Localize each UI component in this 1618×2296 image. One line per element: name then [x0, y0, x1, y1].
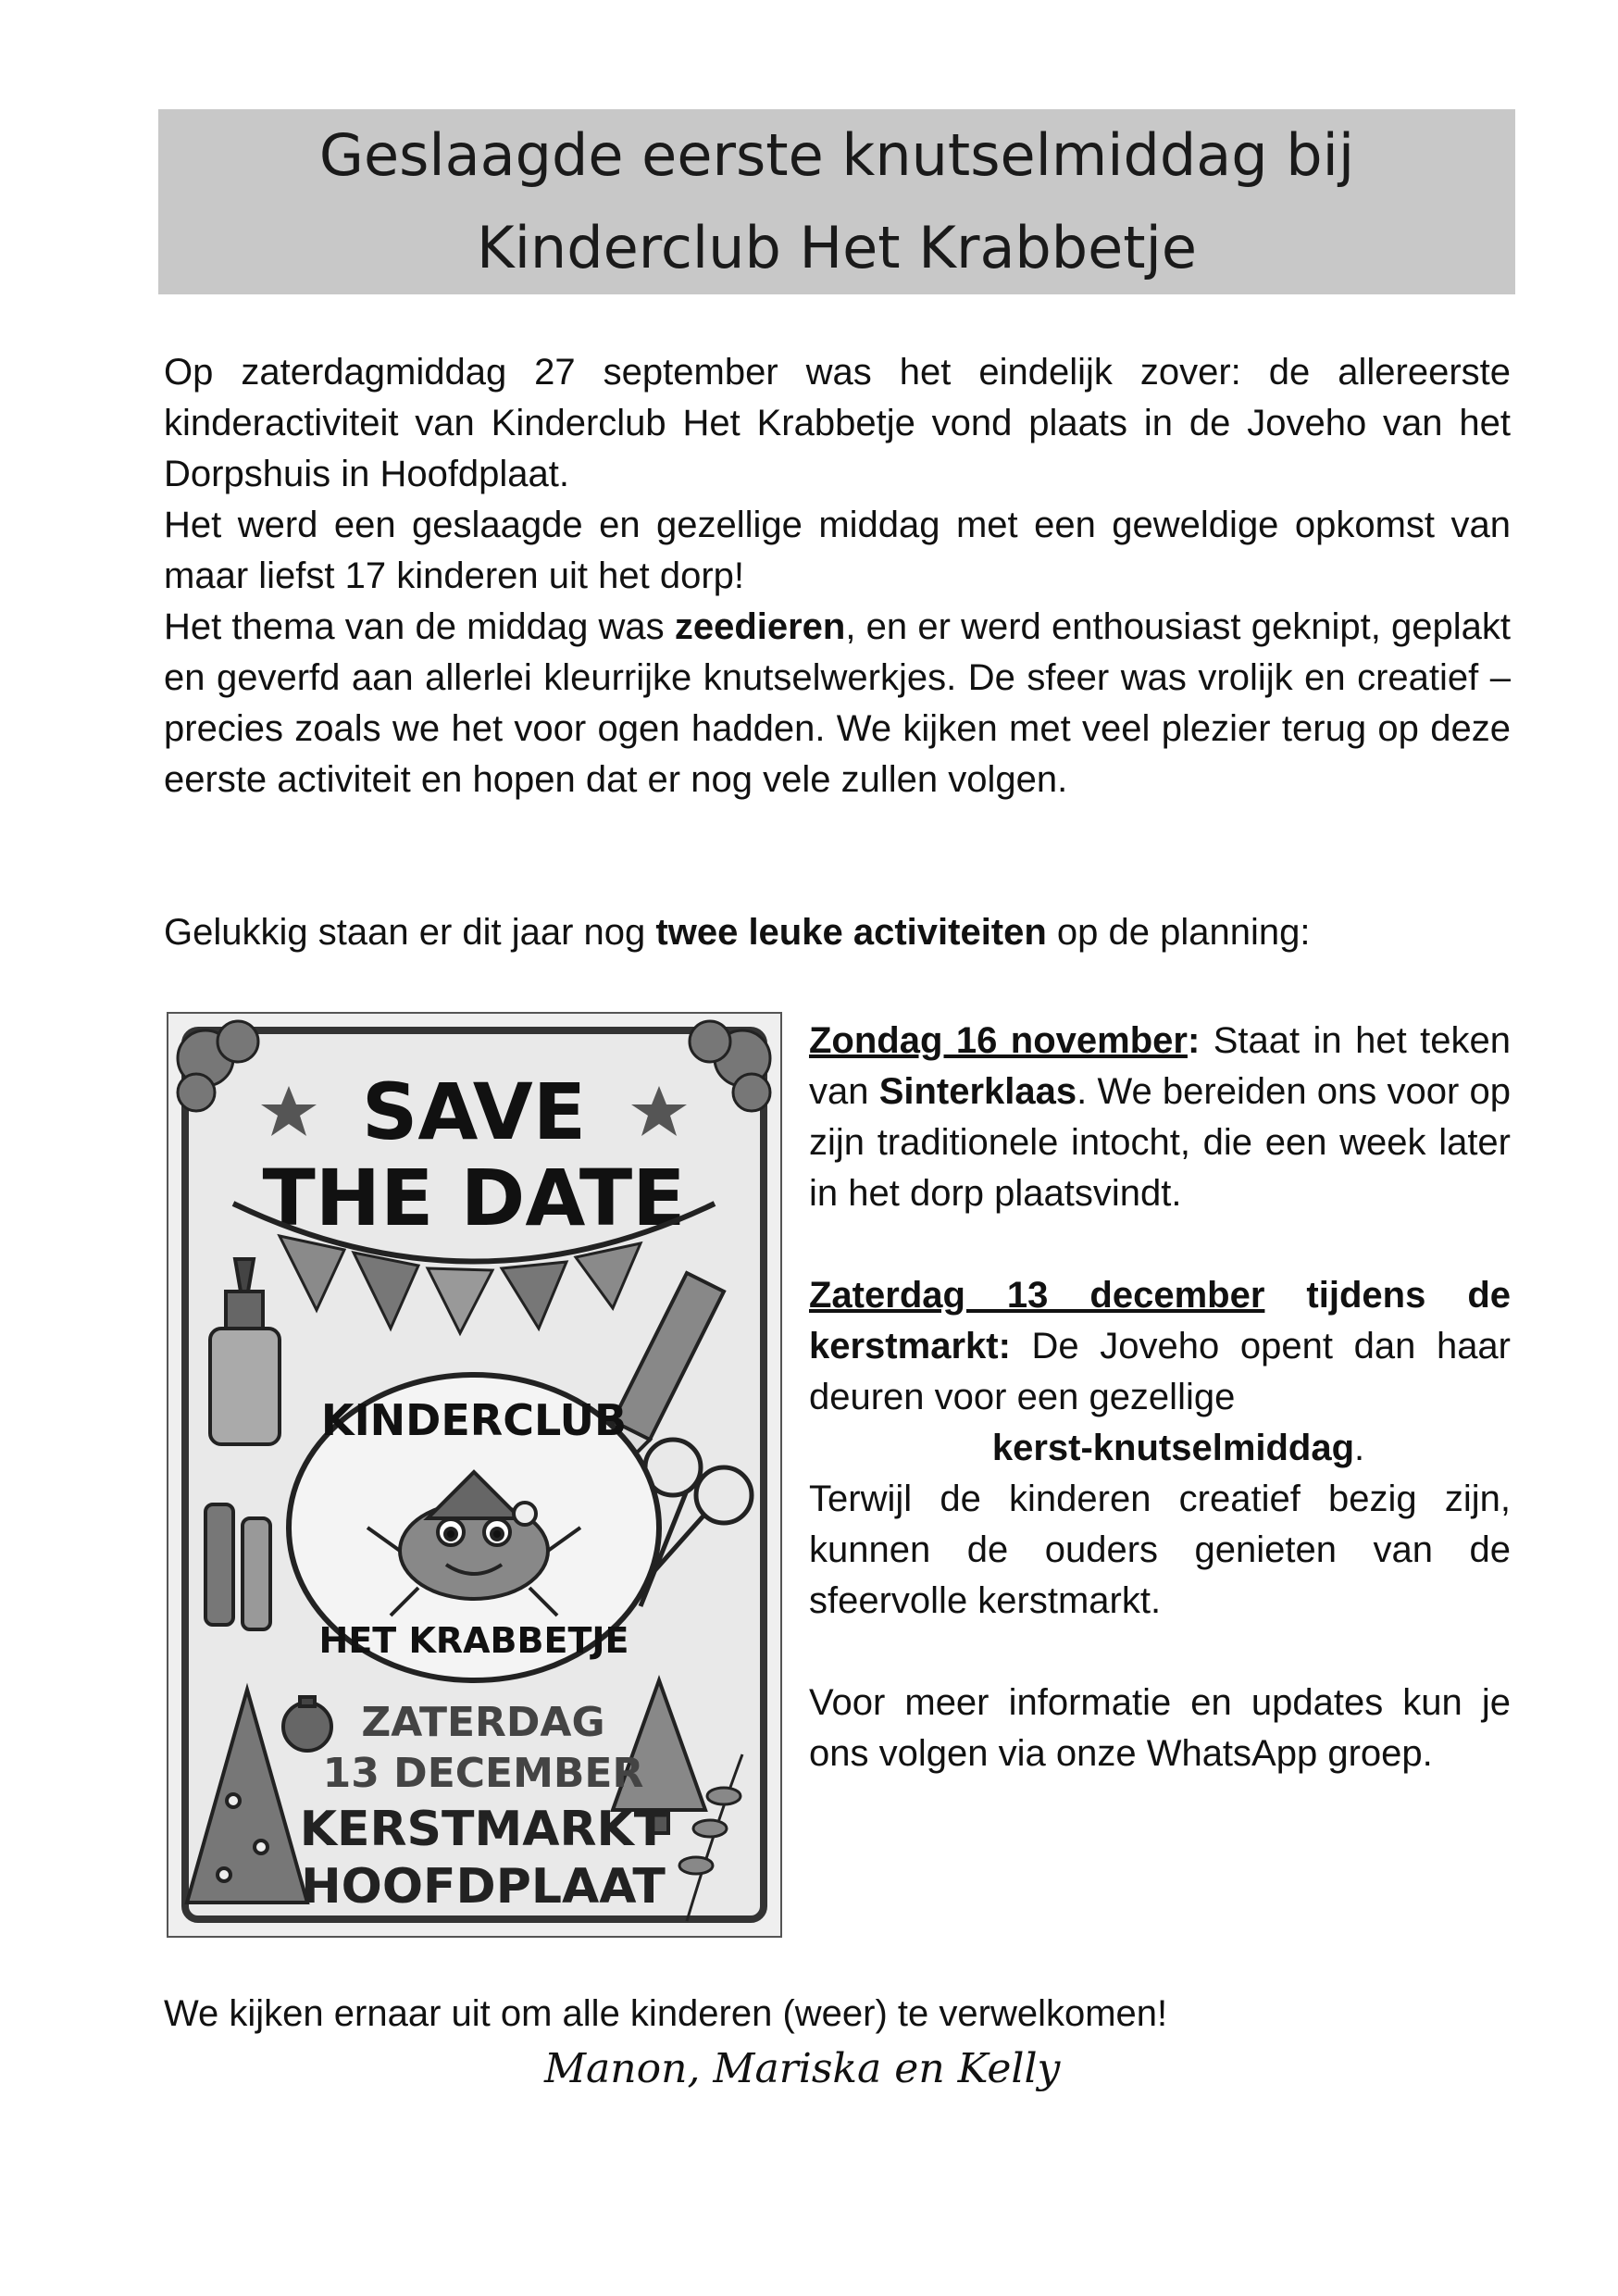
event-kerstmarkt: [809, 1270, 1511, 1423]
more-info: Voor meer informatie en updates kun je ons volgen via onze WhatsApp groep.: [809, 1682, 1511, 1774]
theme-keyword: zeedieren: [674, 606, 846, 647]
event1-colon: :: [1187, 1020, 1201, 1061]
save-the-date-poster: [167, 1012, 782, 1938]
poster-date: 13 DECEMBER: [322, 1750, 644, 1797]
signature: Manon, Mariska en Kelly: [544, 2045, 1061, 2092]
poster-place: HOOFDPLAAT: [301, 1859, 666, 1915]
theme-rest: , en er werd enthousiast geknipt, geplakt en geverfd aan allerlei kleurrijke knutselwerkjes. De sfeer was vrolijk en creatief – precies zoals we het voor ogen hadden. We kijken met veel plezier terug op deze eerste activiteit en hopen dat er nog vele zullen volgen.: [164, 606, 1511, 800]
planning-rest: op de planning:: [1046, 912, 1311, 953]
event1-text2: . We bereiden ons voor op zijn traditionele intocht, die een week later in het dorp plaatsvindt.: [809, 1071, 1511, 1214]
title-line-1: Geslaagde eerste knutselmiddag bij: [318, 121, 1355, 189]
closing-line: We kijken ernaar uit om alle kinderen (weer) te verwelkomen!: [164, 1993, 1168, 2034]
intro-paragraph-3: [164, 602, 1511, 805]
event2-text2: Terwijl de kinderen creatief bezig zijn, kunnen de ouders genieten van de sfeervolle kerstmarkt.: [809, 1479, 1511, 1621]
event2-text1: De Joveho opent dan haar deuren voor een gezellige: [809, 1326, 1511, 1417]
planning-bold: twee leuke activiteiten: [655, 912, 1047, 953]
event2-center-after: .: [1354, 1428, 1365, 1468]
article-title: [158, 109, 1515, 294]
poster-the-date: THE DATE: [262, 1153, 686, 1243]
planning-lead: Gelukkig staan er dit jaar nog: [164, 912, 656, 953]
events-column: [809, 1016, 1511, 1779]
event1-date: Zondag 16 november: [809, 1020, 1188, 1061]
planning-sentence: [164, 907, 1511, 958]
title-line-2: Kinderclub Het Krabbetje: [477, 214, 1197, 281]
poster-club-bottom: HET KRABBETJE: [318, 1620, 629, 1661]
poster-club-top: KINDERCLUB: [320, 1395, 628, 1445]
event2-highlight: [809, 1423, 1511, 1474]
intro-paragraph-2: Het werd een geslaagde en gezellige middag met een geweldige opkomst van maar liefst 17 kinderen uit het dorp!: [164, 505, 1511, 596]
poster-illustration: [168, 1014, 780, 1936]
event2-center-bold: kerst-knutselmiddag: [991, 1428, 1355, 1468]
intro-text: [164, 347, 1511, 805]
poster-day: ZATERDAG: [361, 1699, 605, 1746]
event1-bold: Sinterklaas: [878, 1071, 1077, 1112]
theme-lead: Het thema van de middag was: [164, 606, 675, 647]
event2-bold: tijdens de kerstmarkt:: [809, 1275, 1511, 1366]
event2-date: Zaterdag 13 december: [809, 1275, 1265, 1316]
intro-paragraph-1: Op zaterdagmiddag 27 september was het eindelijk zover: de allereerste kinderactiviteit van Kinderclub Het Krabbetje vond plaats in de Joveho van het Dorpshuis in Hoofdplaat.: [164, 352, 1511, 494]
poster-save: SAVE: [361, 1067, 587, 1157]
poster-event: KERSTMARKT: [299, 1802, 667, 1857]
event-sinterklaas: [809, 1016, 1511, 1219]
event1-text1: Staat in het teken van: [809, 1020, 1511, 1112]
